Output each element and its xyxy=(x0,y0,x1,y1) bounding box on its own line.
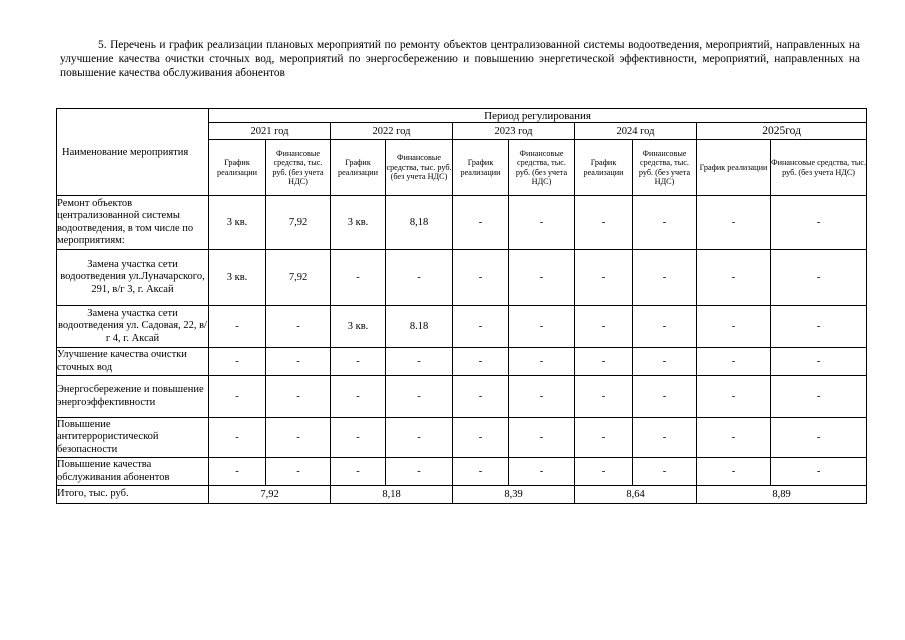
cell: - xyxy=(266,376,331,418)
schedule-header: График реализации xyxy=(209,140,266,196)
finance-header: Финансовые средства, тыс. руб. (без учета НДС) xyxy=(633,140,697,196)
finance-header: Финансовые средства, тыс. руб. (без учета НДС) xyxy=(771,140,867,196)
cell: - xyxy=(331,418,386,458)
cell: - xyxy=(575,348,633,376)
cell: - xyxy=(209,418,266,458)
cell: - xyxy=(575,376,633,418)
row-name: Замена участка сети водоотведения ул. Садовая, 22, в/г 4, г. Аксай xyxy=(57,306,209,348)
cell: - xyxy=(575,250,633,306)
cell: - xyxy=(386,348,453,376)
cell: - xyxy=(633,196,697,250)
cell: - xyxy=(509,376,575,418)
cell: - xyxy=(575,418,633,458)
cell: - xyxy=(575,458,633,486)
schedule-header: График реализации xyxy=(697,140,771,196)
cell: - xyxy=(771,348,867,376)
total-2023: 8,39 xyxy=(453,486,575,504)
cell: - xyxy=(453,376,509,418)
cell: - xyxy=(453,196,509,250)
cell: - xyxy=(509,418,575,458)
cell: 7,92 xyxy=(266,250,331,306)
cell: - xyxy=(697,250,771,306)
cell: - xyxy=(633,306,697,348)
table-row xyxy=(57,348,867,376)
cell: - xyxy=(509,196,575,250)
cell: - xyxy=(209,306,266,348)
cell: - xyxy=(266,418,331,458)
cell: - xyxy=(209,348,266,376)
row-name: Ремонт объектов централизованной системы водоотведения, в том числе по мероприятиям: xyxy=(57,196,209,250)
row-name: Повышение антитеррористической безопасности xyxy=(57,418,209,458)
cell: - xyxy=(633,250,697,306)
cell: - xyxy=(386,458,453,486)
cell: - xyxy=(453,458,509,486)
table-row xyxy=(57,458,867,486)
schedule-header: График реализации xyxy=(331,140,386,196)
total-2021: 7,92 xyxy=(209,486,331,504)
cell: - xyxy=(266,458,331,486)
cell: - xyxy=(386,376,453,418)
cell: 8,18 xyxy=(386,196,453,250)
row-name: Улучшение качества очистки сточных вод xyxy=(57,348,209,376)
cell: - xyxy=(575,196,633,250)
cell: 3 кв. xyxy=(209,196,266,250)
heading-text: 5. Перечень и график реализации плановых мероприятий по ремонту объектов централизованной системы водоотведения, мероприятий, направленных на улучшение качества очистки сточных вод, мероприятий по энергосбережению и повышению энергетической эффективности, мероприятий, направленных на повышение качества обслуживания абонентов xyxy=(60,39,860,79)
total-2025: 8,89 xyxy=(697,486,867,504)
year-header-2025: 2025год xyxy=(697,123,867,140)
row-name: Энергосбережение и повышение энергоэффективности xyxy=(57,376,209,418)
cell: - xyxy=(509,250,575,306)
year-header-2023: 2023 год xyxy=(453,123,575,140)
cell: - xyxy=(453,418,509,458)
year-header-2021: 2021 год xyxy=(209,123,331,140)
cell: 7,92 xyxy=(266,196,331,250)
cell: - xyxy=(771,250,867,306)
cell: - xyxy=(771,306,867,348)
cell: - xyxy=(575,306,633,348)
period-header: Период регулирования xyxy=(209,109,867,123)
cell: - xyxy=(331,376,386,418)
cell: - xyxy=(331,250,386,306)
cell: - xyxy=(697,376,771,418)
cell: - xyxy=(771,418,867,458)
cell: - xyxy=(453,306,509,348)
cell: - xyxy=(209,458,266,486)
cell: - xyxy=(633,458,697,486)
cell: - xyxy=(697,418,771,458)
table-row xyxy=(57,418,867,458)
total-2024: 8,64 xyxy=(575,486,697,504)
cell: - xyxy=(771,196,867,250)
year-header-2024: 2024 год xyxy=(575,123,697,140)
finance-header: Финансовые средства, тыс. руб. (без учета НДС) xyxy=(266,140,331,196)
cell: - xyxy=(453,348,509,376)
cell: - xyxy=(209,376,266,418)
total-2022: 8,18 xyxy=(331,486,453,504)
table-row xyxy=(57,306,867,348)
table-row xyxy=(57,196,867,250)
cell: 3 кв. xyxy=(331,306,386,348)
row-name: Повышение качества обслуживания абонентов xyxy=(57,458,209,486)
cell: - xyxy=(633,418,697,458)
finance-header: Финансовые средства, тыс. руб. (без учета НДС) xyxy=(509,140,575,196)
cell: 3 кв. xyxy=(209,250,266,306)
cell: - xyxy=(509,348,575,376)
cell: - xyxy=(633,376,697,418)
cell: - xyxy=(331,458,386,486)
cell: - xyxy=(697,196,771,250)
year-header-2022: 2022 год xyxy=(331,123,453,140)
schedule-header: График реализации xyxy=(575,140,633,196)
cell: - xyxy=(697,458,771,486)
cell: - xyxy=(453,250,509,306)
cell: - xyxy=(509,458,575,486)
cell: - xyxy=(331,348,386,376)
cell: 8.18 xyxy=(386,306,453,348)
row-name: Замена участка сети водоотведения ул.Луначарского, 291, в/г 3, г. Аксай xyxy=(57,250,209,306)
cell: - xyxy=(509,306,575,348)
finance-header: Финансовые средства, тыс. руб. (без учета НДС) xyxy=(386,140,453,196)
cell: - xyxy=(266,306,331,348)
plan-table xyxy=(56,108,867,504)
cell: - xyxy=(697,306,771,348)
cell: - xyxy=(386,418,453,458)
cell: 3 кв. xyxy=(331,196,386,250)
cell: - xyxy=(697,348,771,376)
name-column-header: Наименование мероприятия xyxy=(57,109,209,196)
cell: - xyxy=(386,250,453,306)
document-heading xyxy=(60,38,860,80)
table-row xyxy=(57,376,867,418)
total-row xyxy=(57,486,867,504)
cell: - xyxy=(266,348,331,376)
cell: - xyxy=(771,376,867,418)
schedule-header: График реализации xyxy=(453,140,509,196)
cell: - xyxy=(633,348,697,376)
total-label: Итого, тыс. руб. xyxy=(57,486,209,504)
table-row xyxy=(57,250,867,306)
cell: - xyxy=(771,458,867,486)
